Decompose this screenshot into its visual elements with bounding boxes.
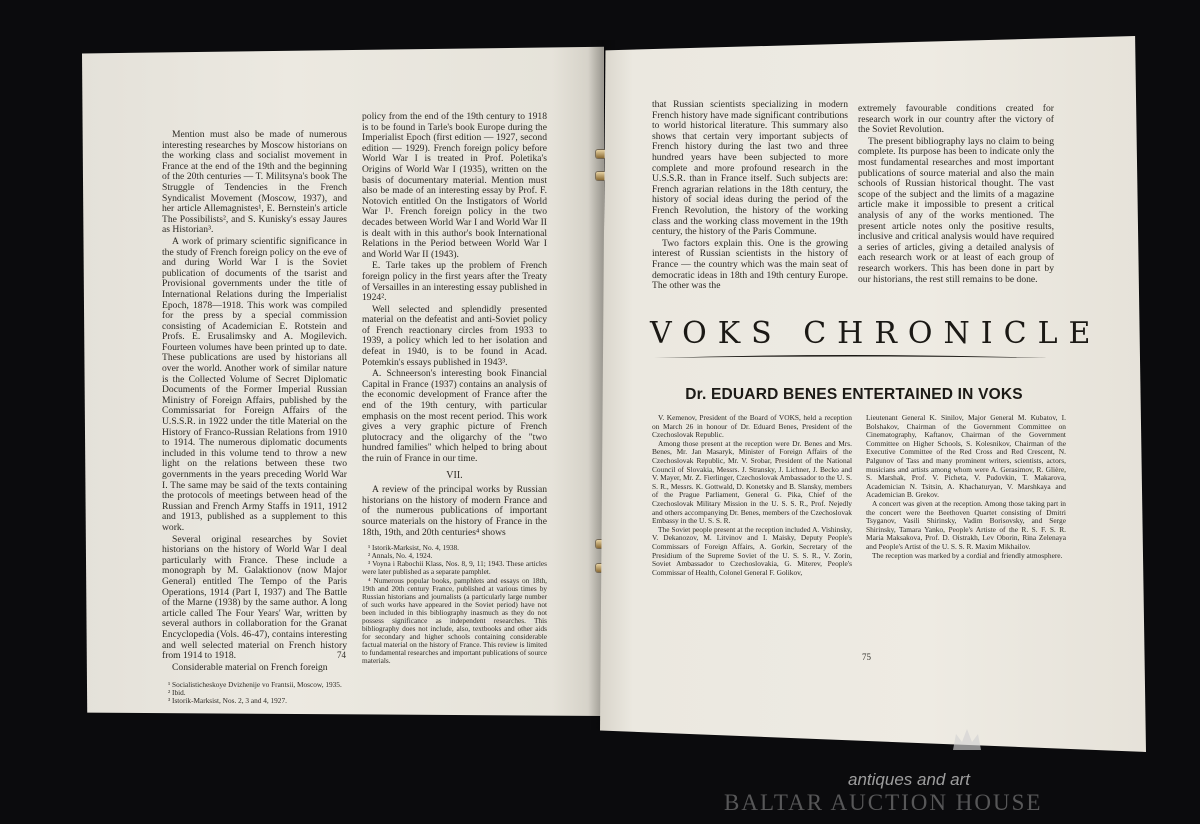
right-column-1 (652, 100, 848, 293)
paragraph: Well selected and splendidly presented material on the defeatist and anti-Soviet policy of French reactionary circles from 1933 to 1939, a policy which led to her isolation and defeat in 1940, is to be found in Acad. Potemkin's essays published in 1943³. (362, 303, 547, 368)
paragraph: V. Kemenov, President of the Board of VOKS, held a reception on March 26 in honour of Dr. Eduard Benes, President of the Czechoslovak Republic. (652, 413, 852, 440)
left-column-1 (162, 130, 347, 706)
watermark-auction-house: BALTAR AUCTION HOUSE (724, 790, 1043, 815)
paragraph: E. Tarle takes up the problem of French foreign policy in the first years after the Treaty of Versailles in an interesting essay published in 1924². (362, 260, 547, 304)
watermark-brand: antiques and art (848, 770, 970, 789)
paragraph: The present bibliography lays no claim to being complete. Its purpose has been to indicate only the most fundamental researches and most important publications of source material and also the main schools of Russian historical thought. The vast scope of the subject and the limits of a magazine article make it impossible to present a critical analysis of any of the works mentioned. The present article notes only the positive results, inclusive and critical analysis would have required a series of articles, giving a detailed analysis of each research work or at least of each group of research workers. This has been done in part by our historians, the rest still remains to be done. (858, 135, 1054, 285)
section-heading: VII. (446, 469, 463, 481)
paragraph: A review of the principal works by Russian historians on the history of modern France and of the numerous publications of important source materials on the history of France in the 18th, 19th, and 20th centuries⁴ shows (362, 484, 547, 538)
footnote: ¹ Socialisticheskoye Dvizhenije vo Frantsii, Moscow, 1935. (168, 680, 342, 690)
footnote: ¹ Istorik-Marksist, No. 4, 1938. (368, 543, 459, 553)
news-column-1 (652, 414, 852, 577)
footnote: ² Ibid. (168, 688, 186, 698)
page-number-right: 75 (862, 652, 871, 662)
paragraph: A. Schneerson's interesting book Financial Capital in France (1937) contains an analysis of the economic development of France after the end of the 19th century, with particular emphasis on the most recent period. This work gives a very graphic picture of French plutocracy and the oligarchy of the "two hundred families" which helped to bring about the ruin of France in our time. (362, 368, 547, 464)
news-column-2 (866, 414, 1066, 560)
paragraph: The Soviet people present at the reception included A. Vishinsky, V. Dekanozov, M. Litvinov and I. Maisky, Deputy People's Commissars of Foreign Affairs, A. Gorkin, Secretary of the Presidium of the Supreme Soviet of the U. S. S. R., V. Zorin, Soviet Ambassador to Czechoslovakia, G. Miterev, People's Commissar of Health, Colonel General F. Golikov, (652, 524, 852, 577)
paragraph: A concert was given at the reception. Among those taking part in the concert were the Beethoven Quartet consisting of Dmitri Tsyganov, Vasili Shirinsky, Vadim Borisovsky, and Serge Shirinsky, Tamara Yanko, People's Artiste of the R. S. F. S. R. Maria Maksakova, Prof. D. Oistrakh, Lev Oborin, Rina Zelenaya and People's Artist of the U. S. S. R. Maxim Mikhailov. (866, 498, 1066, 551)
paragraph: Among those present at the reception were Dr. Benes and Mrs. Benes, Mr. Jan Masaryk, Minister of Foreign Affairs of the Czechoslovak Republic, Mr. V. Srobar, President of the National Council of Slovakia, Messrs. J. Stransky, J. Lichner, J. Becko and V. Mayer, Mr. Z. Fierlinger, Czechoslovak Ambassador to the U. S. S. R., Messrs. K. Gottwald, D. Konetsky and B. Slansky, members of the Prague Parliament, General G. Pika, Chief of the Czechoslovak Military Mission in the U. S. S. R., Prof. Nejedly and others accompanying Dr. Benes, members of the Czechoslovak Embassy in the U. S. S. R. (652, 438, 852, 526)
paragraph: Two factors explain this. One is the growing interest of Russian scientists in the history of France — the country which was the main seat of democratic ideas in 18th and 19th century Europe. The other was the (652, 237, 848, 292)
paragraph: The reception was marked by a cordial and friendly atmosphere. (872, 550, 1063, 560)
paragraph: policy from the end of the 19th century to 1918 is to be found in Tarle's book Europe during the Imperialist Epoch (first edition — 1927, second edition — 1929). French foreign policy before World War I is treated in Prof. Poletika's Origins of World War I (1935), written on the basis of documentary material. Mention must also be made of an interesting essay by Prof. F. Notovich entitled On the Instigators of World War I¹. French foreign policy in the two decades between World War I and World War II is dealt with in this author's book International Relations in the Period between World War I and World War II (1943). (362, 111, 547, 260)
paragraph: extremely favourable conditions created for research work in our country after the victory of the Soviet Revolution. (858, 103, 1054, 136)
footnote: ³ Istorik-Marksist, Nos. 2, 3 and 4, 1927. (168, 696, 287, 706)
chronicle-title: VOKS CHRONICLE (650, 316, 1102, 351)
page-number-left: 74 (337, 650, 346, 660)
article-headline: Dr. EDUARD BENES ENTERTAINED IN VOKS (685, 386, 1023, 403)
paragraph: A work of primary scientific significance in the study of French foreign policy on the eve of and during World War I is the Soviet publication of documents of the tsarist and Provisional governments under the title of International Relations during the Imperialist Epoch, 1878—1918. This work was compiled for the press by a special commission consisting of Academician E. Rotstein and Profs. E. Erusalimsky and A. Mogilevich. Fourteen volumes have been printed up to date. These publications are used by historians all over the world. Another work of similar nature is the Collected Volume of Secret Diplomatic Documents of the Former Imperial Russian Ministry of Foreign Affairs, published by the Commissariat for Foreign Affairs of the U.S.S.R. in 1922 under the title Material on the History of Franco-Russian Relations from 1910 to 1914. The numerous diplomatic documents included in this volume tend to throw a new light on the relations between these two governments in the years preceding World War I. The same may be said of the texts containing the protocols of meetings between head of the Russian and French Army Staffs in 1911, 1912 and 1913, published as a supplement to this work. (162, 235, 347, 533)
right-column-2 (858, 104, 1054, 286)
title-underline-swash (652, 352, 1050, 362)
left-column-2 (362, 112, 547, 666)
footnotes (362, 544, 547, 665)
footnote: ³ Voyna i Rabochii Klass, Nos. 8, 9, 11; 1943. These articles were later published as a separate pamphlet. (362, 559, 547, 577)
paragraph: Mention must also be made of numerous interesting researches by Moscow historians on the working class and socialist movement in France at the end of the 19th and the beginning of the 20th centuries — T. Militsyna's book The Struggle of Tendencies in the French Syndicalist Movement (Moscow, 1937), and her article Allemagnistes¹, E. Bernstein's article The Possibilists², and S. Kunisky's essay Jaures as Historian³. (162, 129, 347, 236)
paragraph: Lieutenant General K. Sinilov, Major General M. Kubatov, I. Bolshakov, Chairman of the Government Committee on Cinematography, Kaftanov, Chairman of the Government Committee on Higher Schools, S. Kolesnikov, Chairman of the Executive Committee of the Red Cross and Red Crescent, N. Palgunov of Tass and many prominent writers, scientists, actors, musicians and artists among whom were A. Gerasimov, R. Glière, S. Marshak, Prof. V. Picheta, V. Pudovkin, T. Makarova, Academician N. Tsitsin, A. Khachaturyan, V. Marshkaya and Academician B. Grekov. (866, 413, 1066, 500)
paragraph: that Russian scientists specializing in modern French history have made significant contributions to world historical literature. This summary also shows that certain very important subjects of French history during the last two and three hundred years have been subjected to more complete and more profound research in the U.S.S.R. than in France itself. Such subjects are: French agrarian relations in the 18th century, the history of social ideas during the period of the French Revolution, the history of the working class and the working class movement in the 19th century, the history of the Paris Commune. (652, 99, 848, 238)
footnote: ⁴ Numerous popular books, pamphlets and essays on 18th, 19th and 20th century France, published at various times by Russian historians and journalists (a particularly large number of such works have appeared in the Soviet period) have not been included in this bibliography inasmuch as they do not possess significance as independent researches. This bibliography does not include, also, textbooks and other aids for secondary and higher schools containing considerable factual material on the history of France. This review is limited to fundamental researches and important publications of source materials. (362, 575, 547, 666)
footnotes (162, 681, 347, 705)
crown-icon (950, 726, 984, 754)
footnote: ² Annals, No. 4, 1924. (368, 551, 433, 561)
paragraph: Considerable material on French foreign (172, 661, 328, 673)
paragraph: Several original researches by Soviet historians on the history of World War I deal particularly with France. These include a monograph by M. Galaktionov (now Major General) entitled The Tempo of the Paris Operations, 1914 (Part I, 1937) and The Battle of the Marne (1938) by the same author. A long article called The Four Years' War, written by several authors in collaboration for the Granat Encyclopedia (Vols. 46-47), contains interesting and well selected material on French history from 1914 to 1918. (162, 533, 347, 662)
